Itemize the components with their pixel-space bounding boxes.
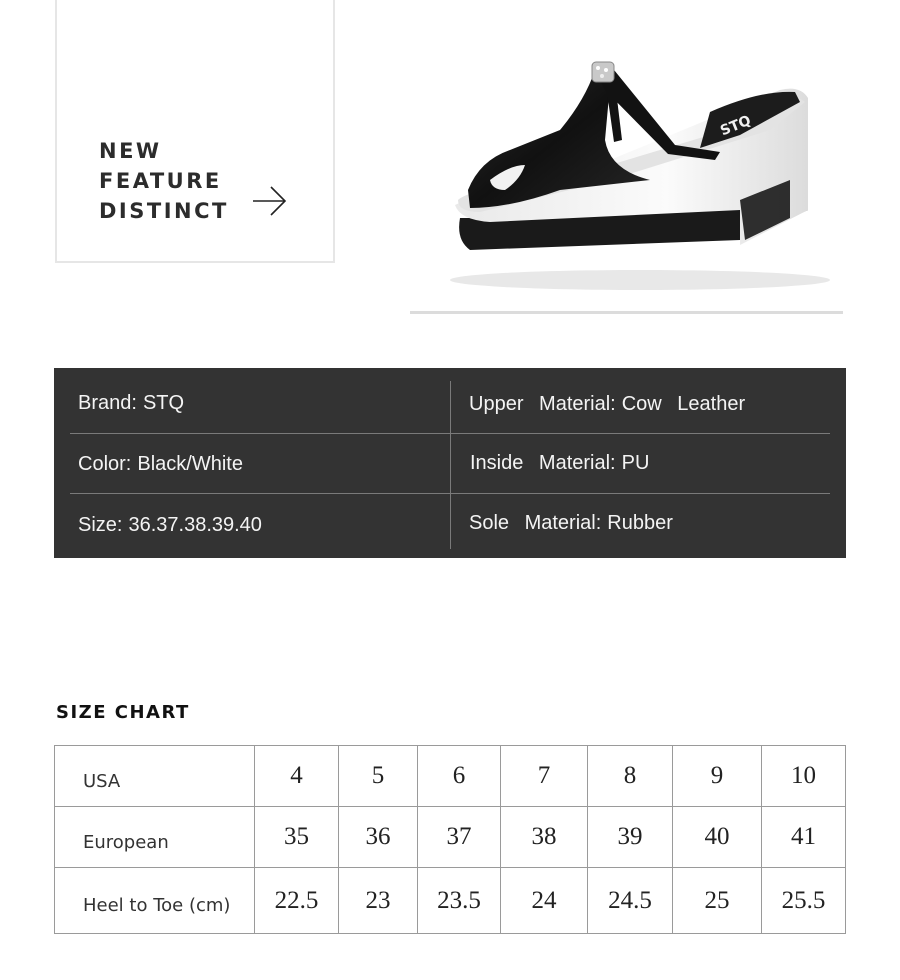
table-cell: 38 — [501, 807, 588, 868]
table-cell: 23.5 — [418, 868, 501, 934]
table-cell: 40 — [673, 807, 762, 868]
table-cell: 23 — [339, 868, 418, 934]
table-cell: 25 — [673, 868, 762, 934]
table-cell: 25.5 — [762, 868, 846, 934]
spec-label: Brand: — [78, 392, 137, 414]
spec-value: Rubber — [607, 512, 673, 534]
feature-text — [99, 136, 229, 226]
spec-size — [78, 514, 262, 537]
spec-brand — [78, 392, 184, 415]
table-cell: 36 — [339, 807, 418, 868]
spec-label: Color: — [78, 453, 132, 475]
table-cell: 22.5 — [255, 868, 339, 934]
table-row — [55, 746, 846, 807]
row-label-european: European — [55, 807, 255, 868]
table-cell: 4 — [255, 746, 339, 807]
feature-card[interactable] — [55, 0, 335, 263]
table-cell: 41 — [762, 807, 846, 868]
size-chart-table — [54, 745, 846, 934]
spec-label: Upper Material: — [469, 393, 616, 415]
spec-divider-vertical — [450, 381, 451, 549]
spec-label: Size: — [78, 514, 123, 536]
spec-panel — [54, 368, 846, 558]
table-cell: 24.5 — [588, 868, 673, 934]
spec-color — [78, 453, 243, 476]
spec-divider-horizontal — [70, 433, 830, 434]
spec-value: PU — [621, 452, 650, 474]
spec-value: Cow Leather — [621, 393, 746, 415]
arrow-right-icon[interactable] — [253, 186, 287, 216]
feature-line-feature: FEATURE — [99, 169, 222, 193]
table-cell: 9 — [673, 746, 762, 807]
feature-line-new: NEW — [99, 139, 162, 163]
display-shelf-line — [410, 311, 843, 314]
feature-line-distinct: DISTINCT — [99, 199, 229, 223]
spec-sole-material — [469, 512, 673, 535]
size-chart-title: SIZE CHART — [56, 702, 190, 723]
spec-label: Inside Material: — [470, 452, 616, 474]
row-label-heel-to-toe: Heel to Toe (cm) — [55, 868, 255, 934]
sole-brand-print: STQ — [718, 112, 754, 140]
table-row — [55, 807, 846, 868]
table-cell: 37 — [418, 807, 501, 868]
spec-upper-material — [469, 393, 745, 416]
table-cell: 10 — [762, 746, 846, 807]
table-cell: 24 — [501, 868, 588, 934]
row-label-usa: USA — [55, 746, 255, 807]
table-cell: 35 — [255, 807, 339, 868]
table-cell: 39 — [588, 807, 673, 868]
table-cell: 8 — [588, 746, 673, 807]
product-image — [410, 40, 845, 335]
spec-value: STQ — [142, 392, 185, 414]
table-cell: 7 — [501, 746, 588, 807]
spec-divider-horizontal — [70, 493, 830, 494]
spec-value: 36.37.38.39.40 — [128, 514, 262, 536]
table-row — [55, 868, 846, 934]
spec-inside-material — [470, 452, 649, 475]
table-cell: 5 — [339, 746, 418, 807]
spec-value: Black/White — [137, 453, 243, 475]
table-cell: 6 — [418, 746, 501, 807]
spec-label: Sole Material: — [469, 512, 602, 534]
